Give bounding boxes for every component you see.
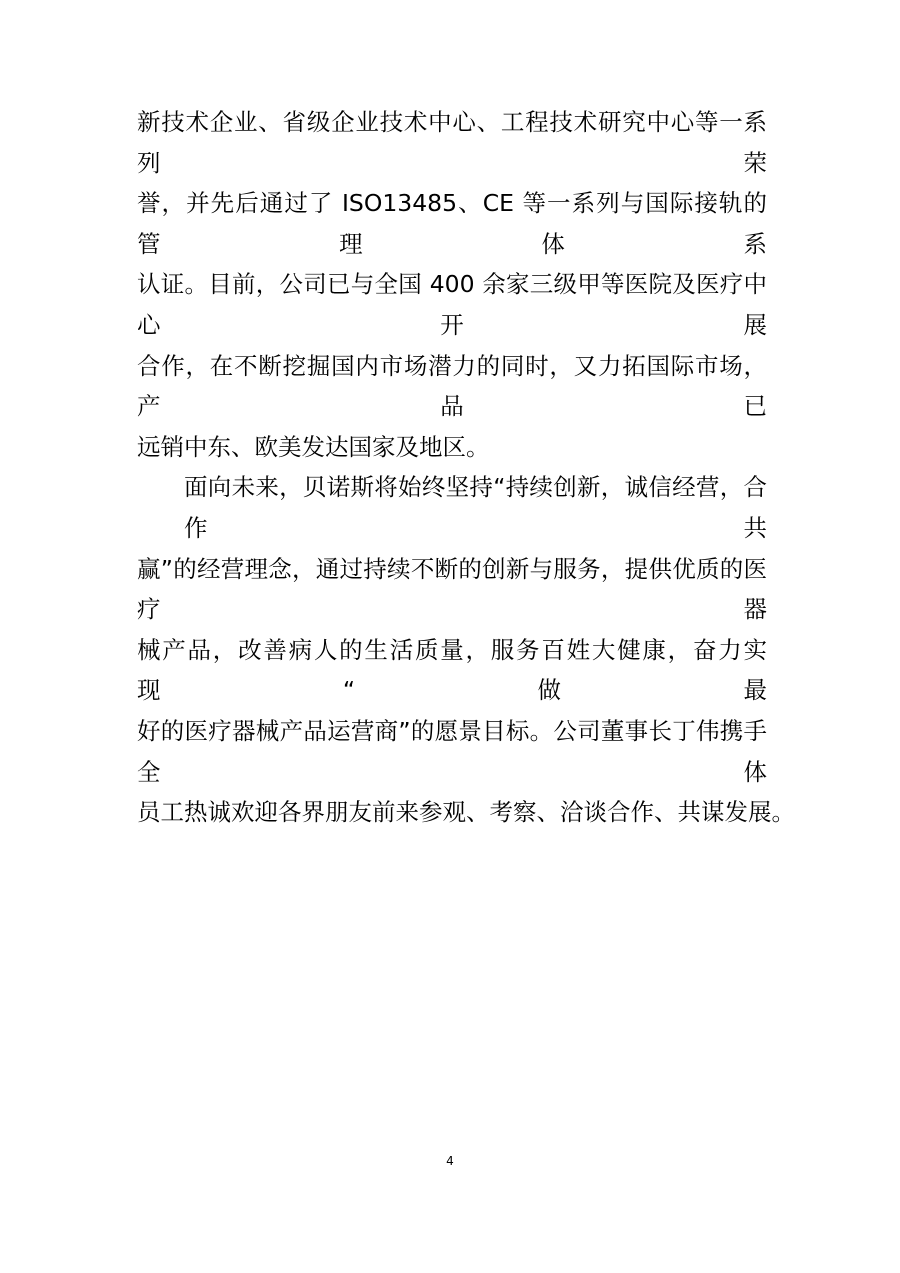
paragraph-1-line-1: 新技术企业、省级企业技术中心、工程技术研究中心等一系列荣: [137, 108, 767, 177]
paragraph-2-line-3: 械产品，改善病人的生活质量，服务百姓大健康，奋力实现“做最: [137, 635, 767, 705]
paragraph-2-line-1: 面向未来，贝诺斯将始终坚持“持续创新，诚信经营，合作共: [184, 473, 767, 542]
page-number: 4: [446, 1154, 454, 1168]
paragraph-1-line-2: 誉，并先后通过了 ISO13485、CE 等一系列与国际接轨的管理体系: [137, 189, 767, 258]
paragraph-2-line-4: 好的医疗器械产品运营商”的愿景目标。公司董事长丁伟携手全体: [137, 716, 767, 786]
paragraph-2-line-5: 员工热诚欢迎各界朋友前来参观、考察、洽谈合作、共谋发展。: [137, 798, 795, 827]
paragraph-1-line-4: 合作，在不断挖掘国内市场潜力的同时，又力拓国际市场，产品已: [137, 351, 767, 421]
paragraph-1-line-5: 远销中东、欧美发达国家及地区。: [137, 432, 490, 461]
paragraph-2-line-2: 赢”的经营理念，通过持续不断的创新与服务，提供优质的医疗器: [137, 554, 767, 624]
body-text: [137, 102, 795, 833]
paragraph-1-line-3: 认证。目前，公司已与全国 400 余家三级甲等医院及医疗中心开展: [137, 270, 767, 339]
